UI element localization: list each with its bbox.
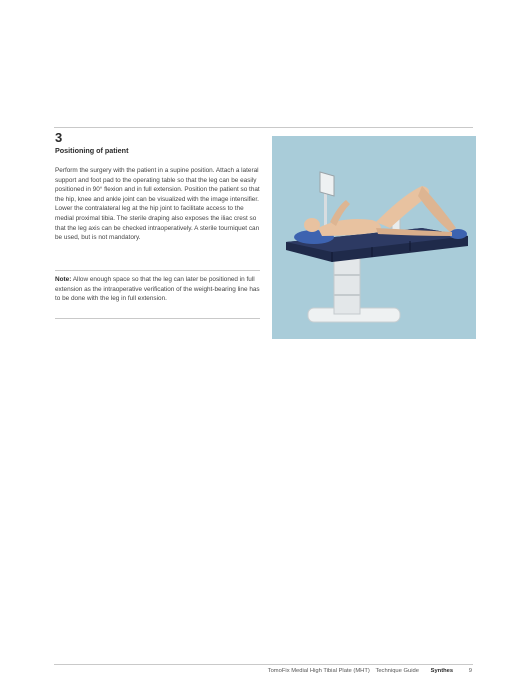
note-divider-top xyxy=(55,270,260,271)
footer-guide: Technique Guide xyxy=(375,668,419,674)
step-title: Positioning of patient xyxy=(55,146,129,155)
table-column xyxy=(334,254,360,314)
patient-head xyxy=(304,218,320,232)
note-divider-bottom xyxy=(55,318,260,319)
step-number: 3 xyxy=(55,130,63,145)
note-block xyxy=(55,275,262,304)
page-number: 9 xyxy=(468,668,472,674)
body-paragraph: Perform the surgery with the patient in a supine position. Attach a lateral support and foot pad to the operating table so that the leg can be easily positioned in 90° flexion and in full extension. Position the patient so that the hip, knee and ankle joint can be visualized with the image intensifier. Lower the contralateral leg at the hip joint to facilitate access to the medial proximal tibia. The sterile draping also exposes the iliac crest so that the leg axis can be checked intraoperatively. A sterile tourniquet can be used, but is not mandatory. xyxy=(55,167,260,242)
page-footer xyxy=(268,668,472,674)
patient-lower-leg xyxy=(418,186,456,232)
image-intensifier-screen xyxy=(320,172,334,196)
note-text: Allow enough space so that the leg can later be positioned in full extension as the intraoperative verification of the weight-bearing line has to be done with the leg in full extension. xyxy=(55,276,260,303)
patient-positioning-illustration xyxy=(272,136,476,339)
top-divider xyxy=(54,127,473,128)
footer-doc-title: TomoFix Medial High Tibial Plate (MHT) xyxy=(267,668,370,674)
footer-brand: Synthes xyxy=(430,668,454,674)
footer-divider xyxy=(54,664,473,665)
note-label: Note: xyxy=(55,276,72,283)
